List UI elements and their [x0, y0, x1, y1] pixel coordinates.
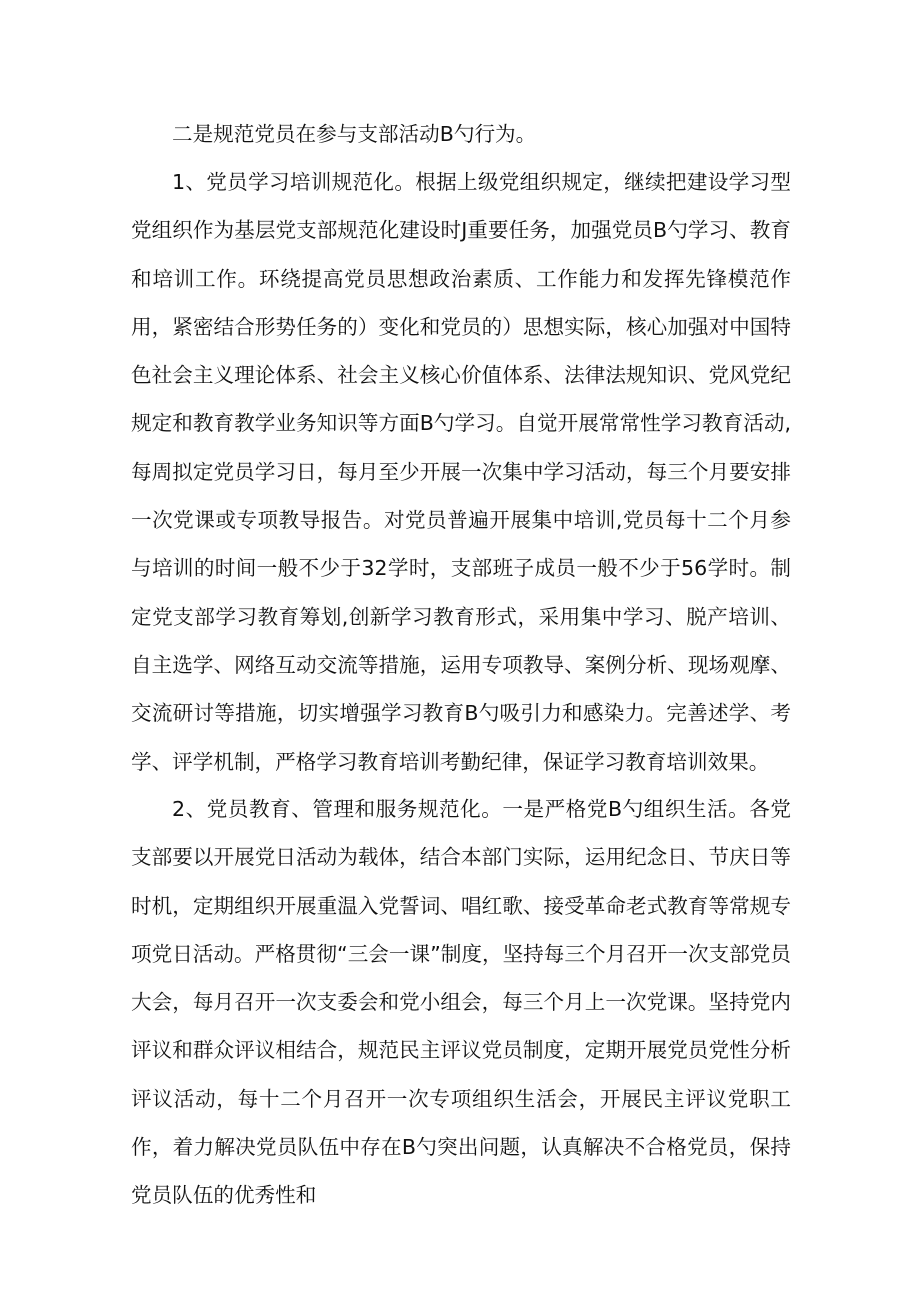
paragraph-education-management: 2、党员教育、管理和服务规范化。一是严格党B勺组织生活。各党支部要以开展党日活动为载体，结合本部门实际，运用纪念日、节庆日等时机，定期组织开展重温入党誓词、唱红歌、接受革命老式教育等常规专项党日活动。严格贯彻“三会一课”制度，坚持每三个月召开一次支部党员大会，每月召开一次支委会和党小组会，每三个月上一次党课。坚持党内评议和群众评议相结合，规范民主评议党员制度，定期开展党员党性分析评议活动，每十二个月召开一次专项组织生活会，开展民主评议党职工作，着力解决党员队伍中存在B勺突出问题，认真解决不合格党员，保持党员队伍的优秀性和 — [131, 797, 791, 1208]
paragraph-study-training: 1、党员学习培训规范化。根据上级党组织规定，继续把建设学习型党组织作为基层党支部规范化建设时J重要任务，加强党员B勺学习、教育和培训工作。环绕提高党员思想政治素质、工作能力和发挥先锋模范作用，紧密结合形势任务的）变化和党员的）思想实际，核心加强对中国特色社会主义理论体系、社会主义核心价值体系、法律法规知识、党风党纪规定和教育教学业务知识等方面B勺学习。自觉开展常常性学习教育活动,每周拟定党员学习日，每月至少开展一次集中学习活动，每三个月要安排一次党课或专项教导报告。对党员普遍开展集中培训,党员每十二个月参与培训的时间一般不少于32学时，支部班子成员一般不少于56学时。制定党支部学习教育筹划,创新学习教育形式，采用集中学习、脱产培训、自主选学、网络互动交流等措施，运用专项教导、案例分析、现场观摩、交流研讨等措施，切实增强学习教育B勺吸引力和感染力。完善述学、考学、评学机制，严格学习教育培训考勤纪律，保证学习教育培训效果。 — [131, 170, 791, 774]
section-heading: 二是规范党员在参与支部活动B勺行为。 — [172, 122, 537, 146]
